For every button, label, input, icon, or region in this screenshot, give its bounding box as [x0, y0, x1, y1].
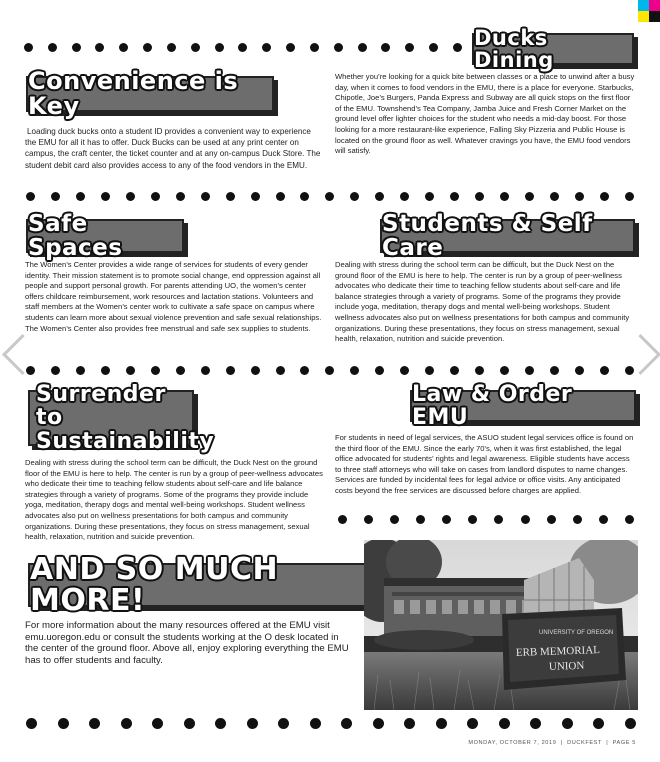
dot-divider-law	[338, 513, 634, 525]
sign-line-1: ERB MEMORIAL	[515, 644, 601, 659]
convenience-heading: Convenience is Key	[26, 76, 274, 112]
black-registration-mark	[649, 11, 660, 22]
sign-line-2: UNION	[548, 659, 585, 673]
dot-divider-top	[24, 41, 462, 53]
dot-divider-bottom	[26, 717, 636, 729]
self-care-body: Dealing with stress during the school term can be difficult, but the Duck Nest on the ground floor of the EMU is here to help. The center is run by a group of peer-wellness advocates who dedicate their time to teaching fellow students about self-care and life balance strategies through a variety of programs. Some of the programs they provide include yoga, meditation, therapy dogs and mental well-being workshops. Student wellness advocates also put on wellness presentations for both campus and community organizations. During these presentations, they focus on stress management, sexual health, relaxation, nutrition and suicide prevention.	[335, 260, 630, 344]
sustainability-heading-line-1: Surrender to	[36, 382, 166, 431]
safe-spaces-heading: Safe Spaces	[26, 219, 184, 253]
yellow-registration-mark	[638, 11, 649, 22]
page-footer: MONDAY, OCTOBER 7, 2019 | DUCKFEST | PAGE 5	[468, 740, 636, 746]
more-body: For more information about the many resources offered at the EMU visit emu.uoregon.edu or consult the students working at the O desk located in the center of the ground floor. Above all, enjoy exploring everything the EMU has to offer students and faculty.	[25, 620, 349, 666]
dot-divider-row-3	[26, 364, 634, 376]
self-care-heading: Students & Self Care	[380, 219, 635, 253]
sign-brand-text: UNIVERSITY OF OREGON	[539, 630, 614, 636]
magenta-registration-mark	[649, 0, 660, 11]
cyan-registration-mark	[638, 0, 649, 11]
safe-spaces-body: The Women’s Center provides a wide range of services for students of every gender identity. Their mission statement is to promote social change, end oppression against all people and support personal growth. For parents attending UO, the women’s center offers childcare reimbursement, work resources and lactation stations. Volunteers and staff members at the Women’s center work to cultivate a safe space on campus where students can learn more about sexual violence prevention and safe sexual relationships. The Women’s Center also provides free menstrual and safe sex supplies to students.	[25, 260, 322, 333]
more-heading: AND SO MUCH MORE!	[28, 563, 390, 607]
sustainability-heading	[28, 382, 215, 454]
ducks-dining-heading: Ducks Dining	[472, 33, 634, 65]
convenience-body: Loading duck bucks onto a student ID provides a convenient way to experience the EMU for all it has to offer. Duck Bucks can be used at any print center on campus, the craft center, the ticket counter and at any on-campus Duck Store. The student debit card also provides access to any of the food vendors in the EMU.	[25, 127, 321, 170]
emu-photo-illustration	[364, 540, 638, 710]
dot-divider-row-2	[26, 190, 634, 202]
sustainability-body: Dealing with stress during the school term can be difficult, the Duck Nest on the ground floor of the EMU is here to help. The center is run by a group of peer-wellness advocates who dedicate their time to teaching fellow students about self-care and life balance strategies through a variety of programs. Some of the programs they provide include yoga, meditation, therapy dogs and mental well-being workshops. Student wellness advocates also put on wellness presentations for both campus and community organizations. During these presentations, they focus on stress management, sexual health, relaxation, nutrition and suicide prevention.	[25, 458, 323, 542]
sustainability-heading-line-2: Sustainability	[36, 428, 215, 454]
ducks-dining-body: Whether you’re looking for a quick bite between classes or a place to unwind after a busy day, when it comes to food vendors in the EMU, there is a place for everyone. Starbucks, Chipotle, Joe’s Burgers, Panda Express and Subway are all quick stops on the first floor of the EMU. Townshend’s Tea Company, Jamba Juice and Fresh Corner Market on the ground level offer lighter choices for the student who needs a mid-day boost. For those looking for a more restaurant-like experience, Falling Sky Pizzeria and Public House is located on the ground floor as well. Whatever cravings you have, the EMU food vendors will satisfy.	[335, 72, 635, 156]
emu-building-photo	[364, 540, 638, 710]
law-order-heading: Law & Order EMU	[410, 390, 636, 422]
law-order-body: For students in need of legal services, the ASUO student legal services office is found on the third floor of the EMU. Since the early 70’s, when it was first established, the legal office advocated for students’ rights and legal awareness. Eligible students have access to three staff attorneys who will take on cases from landlord disputes to name changes. Services are funded by incidental fees for legal advice or office visits. Any anticipated costs beyond the free services are discussed before charges are applied.	[335, 433, 634, 495]
